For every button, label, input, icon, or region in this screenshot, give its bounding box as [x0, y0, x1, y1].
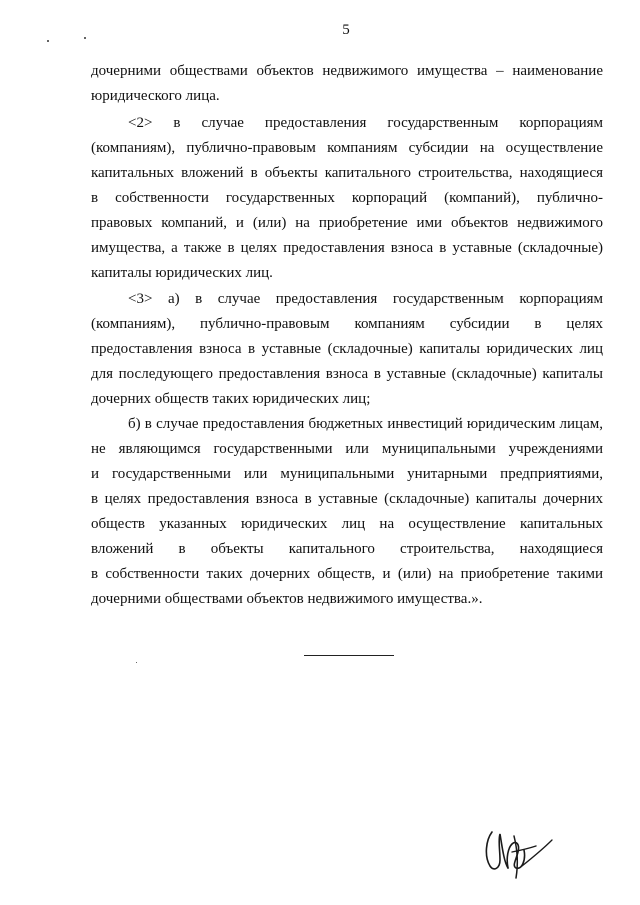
- text-line: (компаниям), публично-правовым компаниям субсидии в целях: [91, 316, 603, 332]
- footnote-3b: [91, 412, 603, 612]
- page-number: 5: [342, 22, 350, 38]
- text-line: капиталы юридических лиц.: [91, 265, 273, 281]
- text-line: предоставления взноса в уставные (складочные) капиталы юридических лиц: [91, 341, 603, 357]
- text-line: (компаниям), публично-правовым компаниям субсидии на осуществление: [91, 140, 603, 156]
- text-line: дочерними обществами объектов недвижимого имущества.».: [91, 591, 483, 607]
- text-line: в собственности таких дочерних обществ, и (или) на приобретение такими: [91, 566, 603, 582]
- text-line: обществ указанных юридических лиц на осуществление капитальных: [91, 516, 603, 532]
- signature-icon: [478, 822, 558, 882]
- text-line: вложений в объекты капитального строительства, находящиеся: [91, 541, 603, 557]
- text-line: правовых компаний, и (или) на приобретение ими объектов недвижимого: [91, 215, 603, 231]
- footnote-3a: [91, 287, 603, 412]
- text-line: <3> а) в случае предоставления государственным корпорациям: [128, 291, 603, 307]
- text-line: не являющимся государственными или муниципальными учреждениями: [91, 441, 603, 457]
- text-line: в собственности государственных корпораций (компаний), публично-: [91, 190, 603, 206]
- text-line: юридического лица.: [91, 88, 220, 104]
- footnote-2: [91, 111, 603, 286]
- text-line: для последующего предоставления взноса в уставные (складочные) капиталы: [91, 366, 603, 382]
- end-separator-line: [304, 655, 394, 656]
- text-line: имущества, а также в целях предоставления взноса в уставные (складочные): [91, 240, 603, 256]
- text-line: дочерними обществами объектов недвижимого имущества – наименование: [91, 63, 603, 79]
- text-line: <2> в случае предоставления государственным корпорациям: [128, 115, 603, 131]
- text-line: капитальных вложений в объекты капитального строительства, находящиеся: [91, 165, 603, 181]
- handwritten-initials-signature: [478, 822, 558, 882]
- text-line: б) в случае предоставления бюджетных инвестиций юридическим лицам,: [128, 416, 603, 432]
- scan-speck: [47, 40, 49, 42]
- paragraph-continuation: [91, 59, 603, 109]
- scan-speck: [136, 662, 137, 663]
- text-line: и государственными или муниципальными унитарными предприятиями,: [91, 466, 603, 482]
- text-line: в целях предоставления взноса в уставные (складочные) капиталы дочерних: [91, 491, 603, 507]
- text-line: дочерних обществ таких юридических лиц;: [91, 391, 371, 407]
